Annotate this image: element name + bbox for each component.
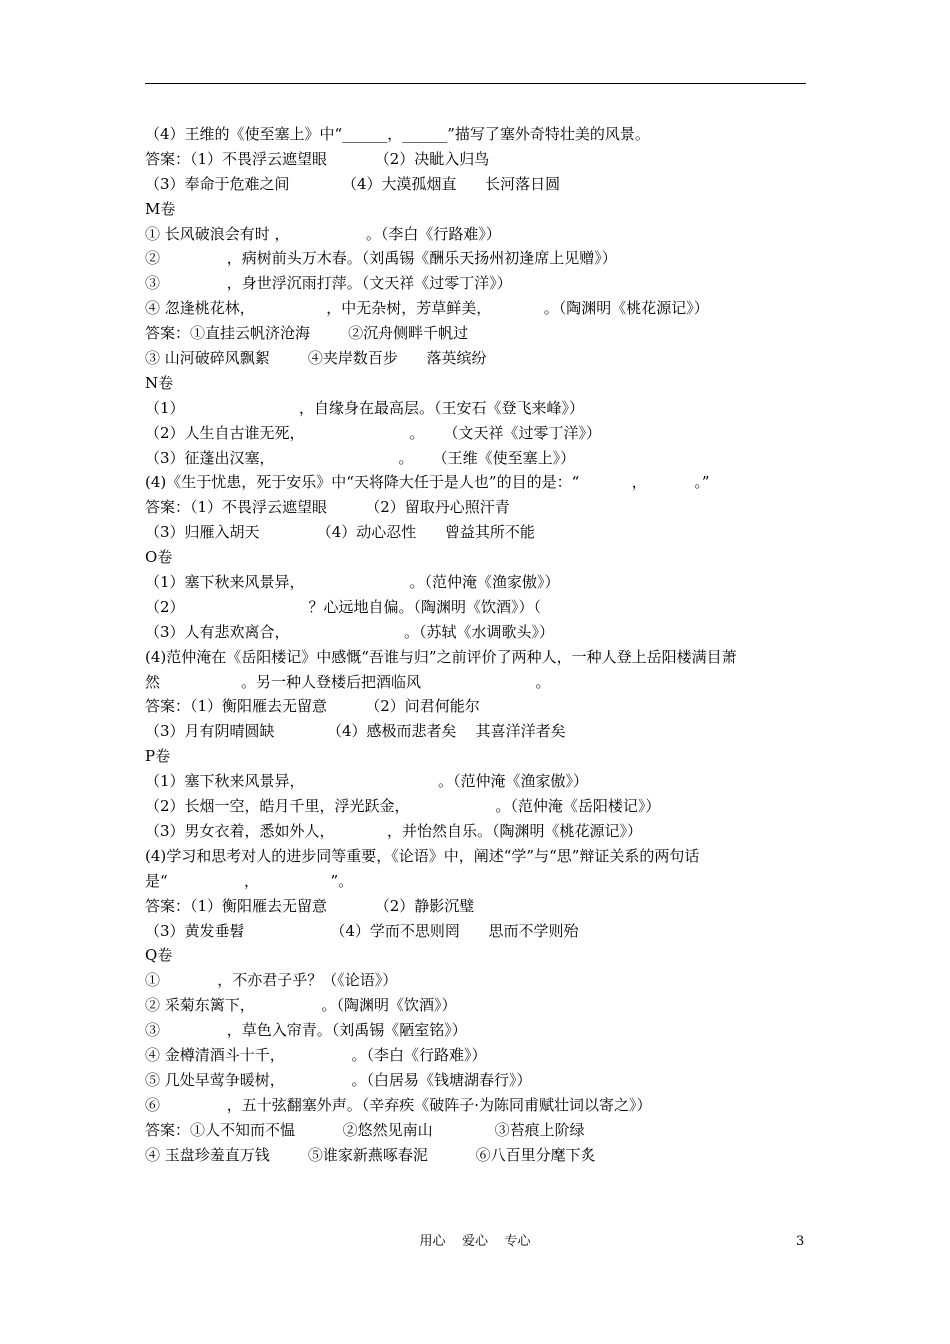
answer-line: ④ 玉盘珍羞直万钱 ⑤谁家新燕啄春泥 ⑥八百里分麾下炙: [145, 1145, 596, 1164]
question-line: ① ，不亦君子乎？（《论语》）: [145, 971, 398, 990]
question-line: （1） ，自缘身在最高层。（王安石《登飞来峰》）: [145, 398, 584, 417]
question-line: （3）人有悲欢离合， 。（苏轼《水调歌头》）: [145, 622, 554, 641]
answer-line: （3）月有阴晴圆缺 （4）感极而悲者矣 其喜洋洋者矣: [145, 722, 566, 741]
question-line: （2）人生自古谁无死， 。 （文天祥《过零丁洋》）: [145, 423, 602, 442]
question-line: （2） ？心远地自偏。（陶渊明《饮酒》）（: [145, 597, 542, 616]
question-line: ③ ，身世浮沉雨打萍。（文天祥《过零丁洋》）: [145, 274, 512, 293]
answer-line: ③ 山河破碎风飘絮 ④夹岸数百步 落英缤纷: [145, 349, 487, 368]
question-line: (4)范仲淹在《岳阳楼记》中感慨“吾谁与归”之前评价了两种人，一种人登上岳阳楼满目萧: [145, 647, 737, 666]
question-line: 然 。另一种人登楼后把酒临风 。: [145, 672, 551, 691]
section-heading-m: M卷: [145, 199, 176, 218]
question-line: ③ ，草色入帘青。（刘禹锡《陋室铭》）: [145, 1021, 467, 1040]
answer-line: 答案：（1）不畏浮云遮望眼 （2）留取丹心照汗青: [145, 498, 510, 517]
answer-line: 答案：①直挂云帆济沧海 ②沉舟侧畔千帆过: [145, 324, 469, 343]
page-number: 3: [796, 1234, 805, 1249]
section-heading-q: Q卷: [145, 946, 173, 965]
answer-line: （3）奉命于危难之间 （4）大漠孤烟直 长河落日圆: [145, 174, 561, 193]
question-line: ② 采菊东篱下， 。（陶渊明《饮酒》）: [145, 996, 457, 1015]
section-heading-n: N卷: [145, 373, 174, 392]
question-line: （2）长烟一空，皓月千里，浮光跃金， 。（范仲淹《岳阳楼记》）: [145, 797, 661, 816]
question-line: 是“ ， ”。: [145, 871, 354, 890]
document-body: [145, 122, 807, 1167]
question-line: ① 长风破浪会有时 ， 。（李白《行路难》）: [145, 224, 501, 243]
answer-line: 答案：①人不知而不愠 ②悠然见南山 ③苔痕上阶绿: [145, 1120, 585, 1139]
question-line: （1）塞下秋来风景异， 。（范仲淹《渔家傲》）: [145, 772, 589, 791]
question-line: （1）塞下秋来风景异， 。（范仲淹《渔家傲》）: [145, 573, 560, 592]
answer-line: 答案：（1）不畏浮云遮望眼 （2）决眦入归鸟: [145, 149, 490, 168]
question-line: ⑥ ，五十弦翻塞外声。（辛弃疾《破阵子·为陈同甫赋壮词以寄之》）: [145, 1095, 652, 1114]
answer-line: 答案：（1）衡阳雁去无留意 （2）静影沉璧: [145, 896, 475, 915]
text-line: （4）王维的《使至塞上》中“______，______”描写了塞外奇特壮美的风景。: [145, 125, 650, 143]
header-rule: [145, 83, 806, 84]
question-line: （3）男女衣着，悉如外人， ，并怡然自乐。（陶渊明《桃花源记》）: [145, 821, 642, 840]
section-heading-o: O卷: [145, 548, 173, 567]
question-line: ② ，病树前头万木春。（刘禹锡《酬乐天扬州初逢席上见赠》）: [145, 249, 617, 268]
question-line: ④ 金樽清酒斗十千， 。（李白《行路难》）: [145, 1045, 487, 1064]
question-line: (4)《生于忧患，死于安乐》中“天将降大任于是人也”的目的是：“ ， 。”: [145, 473, 710, 492]
footer-motto: 用心 爱心 专心: [419, 1234, 531, 1249]
answer-line: （3）归雁入胡天 （4）动心忍性 曾益其所不能: [145, 523, 535, 542]
question-line: ⑤ 几处早莺争暖树， 。（白居易《钱塘湖春行》）: [145, 1070, 532, 1089]
section-heading-p: P卷: [145, 747, 171, 766]
question-line: ④ 忽逢桃花林， ，中无杂树，芳草鲜美， 。（陶渊明《桃花源记》）: [145, 299, 709, 318]
answer-line: 答案：（1）衡阳雁去无留意 （2）问君何能尔: [145, 697, 480, 716]
question-line: （3）征蓬出汉塞， 。 （王维《使至塞上》）: [145, 448, 576, 467]
question-line: (4)学习和思考对人的进步同等重要，《论语》中，阐述“学”与“思”辩证关系的两句话: [145, 846, 700, 865]
answer-line: （3）黄发垂髫 （4）学而不思则罔 思而不学则殆: [145, 921, 579, 940]
